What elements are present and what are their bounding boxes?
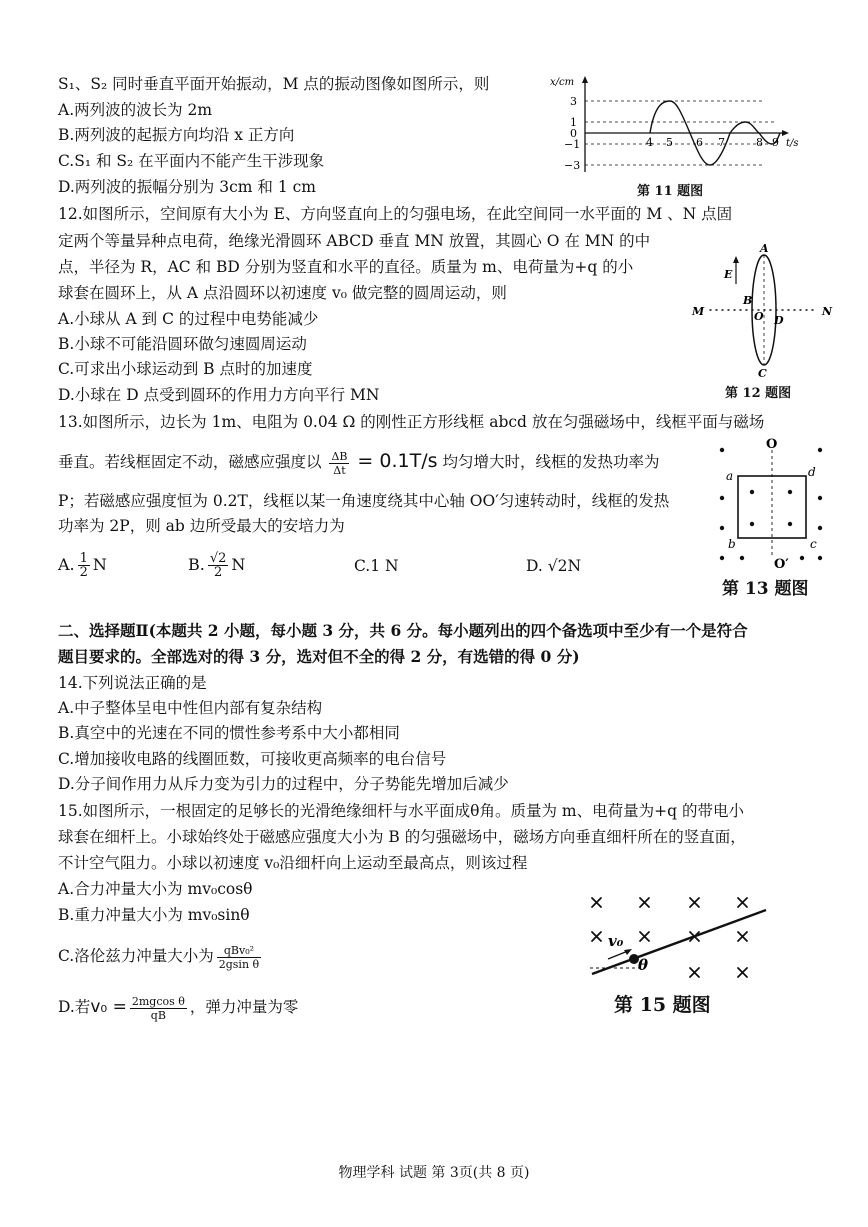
q11-y-label: x/cm	[550, 77, 575, 88]
q12-label-b: B	[743, 294, 753, 307]
q15-c-fraction	[217, 944, 261, 971]
q13-b-fraction	[208, 552, 229, 579]
q12-label-m: M	[692, 305, 705, 318]
q13-label-c: c	[810, 537, 817, 551]
q15-option-d	[58, 990, 298, 1024]
q13-rate-value: = 0.1T/s	[357, 450, 438, 472]
q15-c-num: qBv₀²	[217, 944, 261, 958]
q13-label-b: b	[728, 537, 736, 551]
q12-option-a: A.小球从 A 到 C 的过程中电势能减少	[58, 310, 319, 328]
section2-heading-line2: 题目要求的。全部选对的得 3 分，选对但不全的得 2 分，有选错的得 0 分)	[58, 647, 580, 666]
q15-d-post: ，弹力冲量为零	[189, 998, 299, 1016]
q13-label-a: a	[726, 469, 734, 483]
q13-option-b	[188, 552, 245, 579]
q14-option-b: B.真空中的光速在不同的惯性参考系中大小都相同	[58, 724, 400, 742]
q11-y-tick: −3	[564, 159, 581, 172]
q12-label-e: E	[724, 268, 733, 281]
q12-label-c: C	[758, 367, 767, 380]
q13-option-c: C.1 N	[354, 557, 399, 575]
q13-line1: 13.如图所示，边长为 1m、电阻为 0.04 Ω 的刚性正方形线框 abcd 放在匀强磁场中，线框平面与磁场	[58, 413, 765, 431]
q13-b-unit: N	[231, 555, 246, 574]
q11-y-tick: 3	[570, 95, 577, 108]
q13-line3: P；若磁感应强度恒为 0.2T，线框以某一角速度绕其中心轴 OO′匀速转动时，线框的发热	[58, 492, 670, 510]
q11-x-tick: 6	[696, 136, 703, 149]
q11-x-tick: 7	[718, 136, 725, 149]
q11-option-a: A.两列波的波长为 2m	[58, 101, 213, 119]
q15-d-den: qB	[150, 1008, 166, 1022]
q14-option-a: A.中子整体呈电中性但内部有复杂结构	[58, 699, 323, 717]
q11-y-tick: 0	[570, 127, 577, 140]
page-footer: 物理学科 试题 第 3页(共 8 页)	[338, 1165, 530, 1181]
q13-b-label: B.	[188, 555, 205, 574]
q11-x-label: t/s	[786, 138, 799, 149]
q13-label-o: O	[766, 437, 778, 452]
q13-option-a	[58, 552, 107, 579]
q11-figure	[540, 72, 810, 182]
q13-line2-post: 均匀增大时，线框的发热功率为	[442, 453, 660, 471]
q13-line2-pre: 垂直。若线框固定不动，磁感应强度以	[58, 453, 322, 471]
q11-x-tick: 8	[756, 136, 763, 149]
q13-figure	[712, 436, 836, 570]
q11-option-d: D.两列波的振幅分别为 3cm 和 1 cm	[58, 178, 316, 196]
q13-b-num: √2	[209, 551, 227, 566]
q11-stem: S₁、S₂ 同时垂直平面开始振动，M 点的振动图像如图所示，则	[58, 75, 490, 93]
q11-option-c: C.S₁ 和 S₂ 在平面内不能产生干涉现象	[58, 152, 325, 170]
q12-label-d: D	[774, 314, 784, 327]
q15-label-theta: θ	[638, 956, 649, 974]
q15-option-a: A.合力冲量大小为 mv₀cosθ	[58, 880, 253, 898]
q13-a-num: 1	[79, 551, 88, 566]
q12-caption: 第 12 题图	[725, 386, 792, 401]
q12-option-d: D.小球在 D 点受到圆环的作用力方向平行 MN	[58, 386, 380, 404]
q11-y-tick: −1	[564, 138, 581, 151]
q11-x-tick: 4	[646, 136, 653, 149]
q13-line2	[58, 446, 659, 477]
q14-stem: 14.下列说法正确的是	[58, 674, 207, 692]
q12-option-b: B.小球不可能沿圆环做匀速圆周运动	[58, 335, 307, 353]
q15-option-b: B.重力冲量大小为 mv₀sinθ	[58, 906, 250, 924]
q12-label-a: A	[760, 242, 769, 255]
q15-d-var: v₀ =	[90, 997, 127, 1017]
q15-line1: 15.如图所示，一根固定的足够长的光滑绝缘细杆与水平面成θ角。质量为 m、电荷量为+q 的带电小	[58, 802, 744, 820]
q15-option-c	[58, 939, 264, 973]
q15-d-text: D.若	[58, 998, 91, 1016]
q13-label-d: d	[808, 465, 816, 479]
q13-a-fraction	[78, 552, 90, 579]
section2-heading-line1: 二、选择题Ⅱ(本题共 2 小题，每小题 3 分，共 6 分。每小题列出的四个备选项中至少有一个是符合	[58, 621, 748, 640]
q15-c-den: 2gsin θ	[218, 957, 260, 971]
q15-line3: 不计空气阻力。小球以初速度 v₀沿细杆向上运动至最高点，则该过程	[58, 854, 528, 872]
q12-label-o: O	[754, 310, 764, 323]
q14-option-d: D.分子间作用力从斥力变为引力的过程中，分子势能先增加后减少	[58, 775, 509, 793]
q13-frac-den: Δt	[333, 463, 346, 477]
q15-c-text: C.洛伦兹力冲量大小为	[58, 947, 214, 965]
q11-caption: 第 11 题图	[637, 184, 704, 199]
q12-label-n: N	[822, 305, 833, 318]
q11-x-tick: 9	[772, 136, 779, 149]
q13-caption: 第 13 题图	[722, 579, 809, 599]
q15-d-fraction	[130, 995, 187, 1022]
q15-figure	[580, 888, 770, 988]
q12-line1: 12.如图所示，空间原有大小为 E、方向竖直向上的匀强电场，在此空间同一水平面的 M 、N 点固	[58, 205, 733, 223]
q12-line4: 球套在圆环上，从 A 点沿圆环以初速度 v₀ 做完整的圆周运动，则	[58, 284, 507, 302]
q15-caption: 第 15 题图	[614, 994, 711, 1016]
q12-line3: 点，半径为 R，AC 和 BD 分别为竖直和水平的直径。质量为 m、电荷量为+q 的小	[58, 258, 634, 276]
q13-line4: 功率为 2P，则 ab 边所受最大的安培力为	[58, 517, 345, 535]
q12-figure	[688, 240, 838, 380]
q13-a-label: A.	[58, 555, 75, 574]
q13-frac-num: ΔB	[331, 449, 348, 463]
q13-a-den: 2	[79, 565, 88, 580]
q13-label-o-prime: O′	[774, 557, 789, 570]
q13-a-unit: N	[92, 555, 107, 574]
q13-option-d: D. √2N	[526, 557, 582, 575]
q12-line2: 定两个等量异种点电荷，绝缘光滑圆环 ABCD 垂直 MN 放置，其圆心 O 在 MN 的中	[58, 232, 651, 250]
q15-line2: 球套在细杆上。小球始终处于磁感应强度大小为 B 的匀强磁场中，磁场方向垂直细杆所在的竖直面，	[58, 828, 746, 846]
q15-label-v0: v₀	[608, 932, 624, 950]
q11-option-b: B.两列波的起振方向均沿 x 正方向	[58, 126, 295, 144]
q13-rate-fraction	[329, 450, 349, 477]
q15-d-num: 2mgcos θ	[131, 994, 185, 1008]
q12-option-c: C.可求出小球运动到 B 点时的加速度	[58, 360, 313, 378]
q13-b-den: 2	[213, 565, 223, 580]
q14-option-c: C.增加接收电路的线圈匝数，可接收更高频率的电台信号	[58, 750, 447, 768]
q11-x-tick: 5	[666, 136, 673, 149]
q11-y-tick: 1	[570, 116, 577, 129]
